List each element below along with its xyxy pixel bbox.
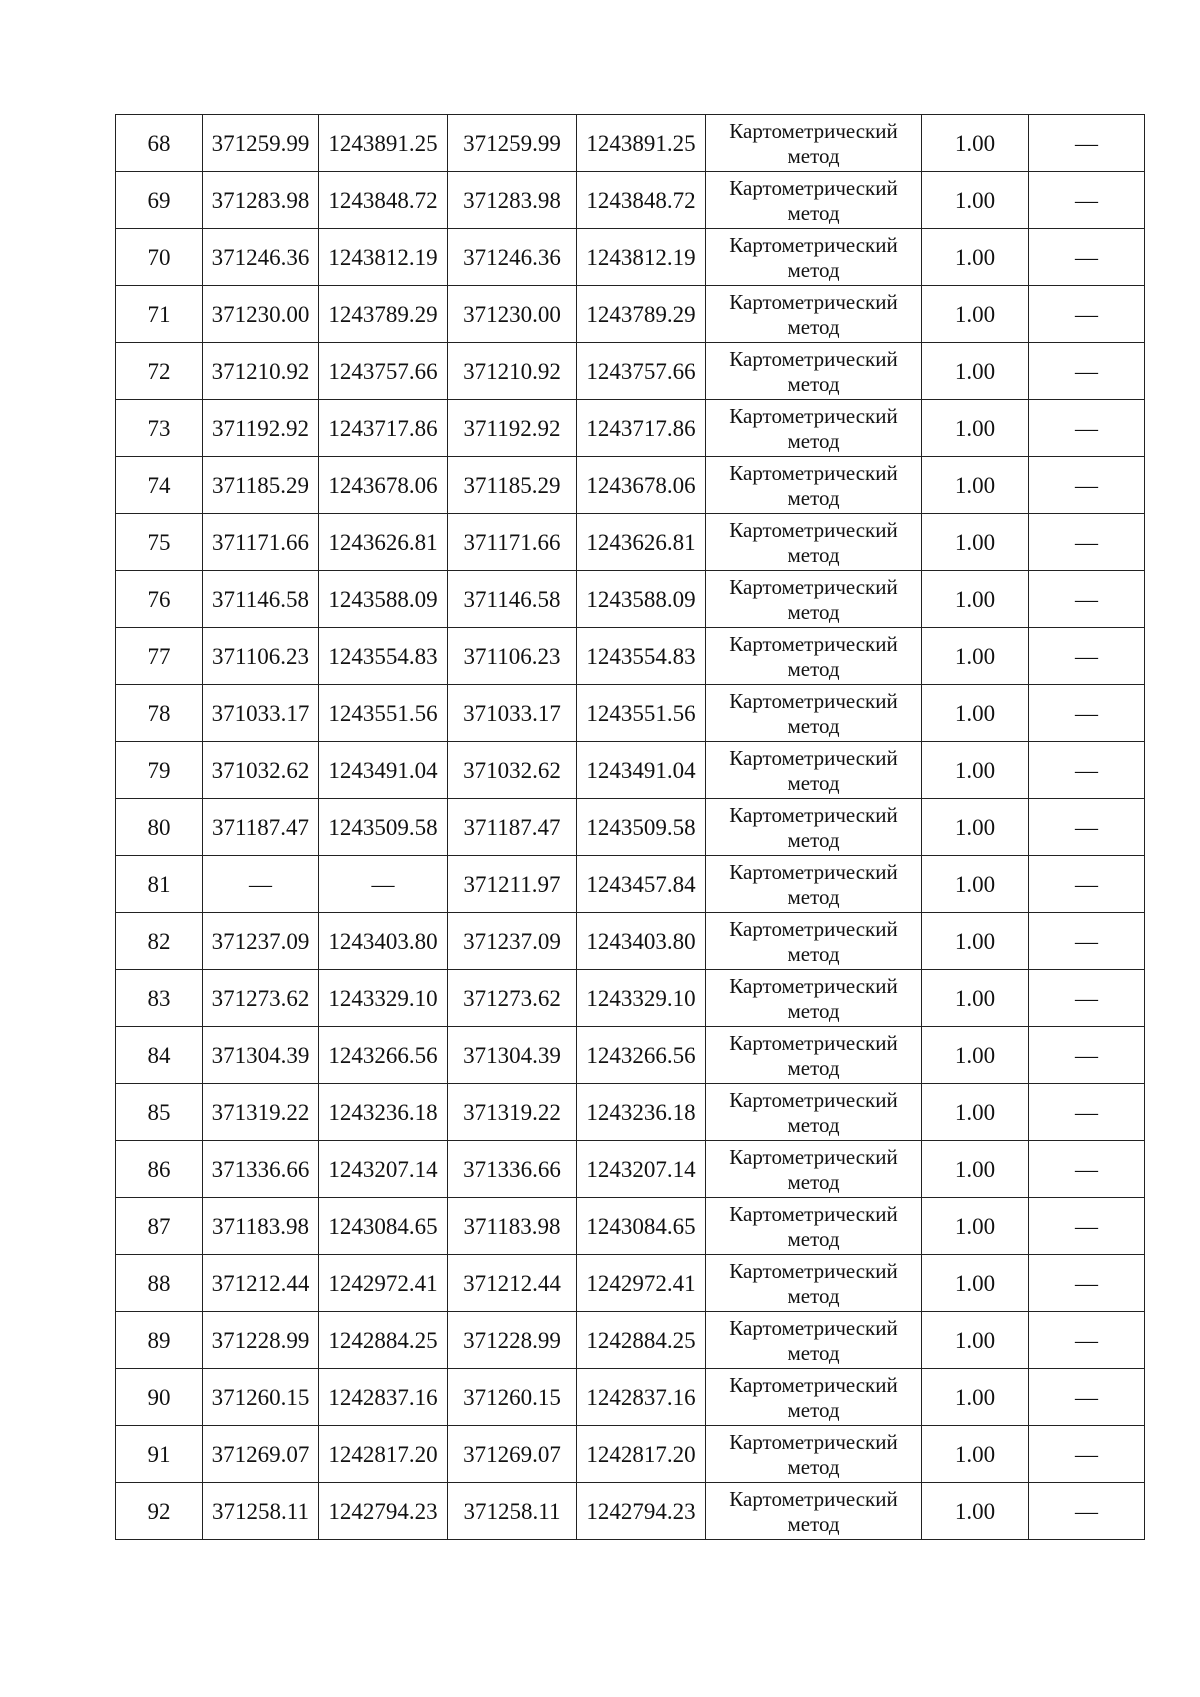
method-text: Картометрический	[729, 974, 898, 999]
table-row	[116, 457, 1145, 514]
method-cell	[706, 514, 922, 571]
x-new-cell: 371237.09	[448, 913, 577, 970]
x-new-cell: 371304.39	[448, 1027, 577, 1084]
method-cell	[706, 913, 922, 970]
method-cell	[706, 1255, 922, 1312]
accuracy-cell: 1.00	[922, 799, 1029, 856]
table-row	[116, 514, 1145, 571]
method-text: Картометрический	[729, 233, 898, 258]
y-old-cell: 1243266.56	[319, 1027, 448, 1084]
method-text: Картометрический	[729, 1316, 898, 1341]
note-cell: —	[1029, 172, 1145, 229]
y-old-cell: 1243236.18	[319, 1084, 448, 1141]
point-number-cell: 89	[116, 1312, 203, 1369]
x-new-cell: 371183.98	[448, 1198, 577, 1255]
method-text: Картометрический	[729, 290, 898, 315]
method-text: Картометрический	[729, 176, 898, 201]
point-number-cell: 88	[116, 1255, 203, 1312]
note-cell: —	[1029, 343, 1145, 400]
accuracy-cell: 1.00	[922, 400, 1029, 457]
method-text: метод	[787, 315, 840, 339]
y-old-cell: 1242794.23	[319, 1483, 448, 1540]
x-new-cell: 371212.44	[448, 1255, 577, 1312]
y-old-cell: 1243509.58	[319, 799, 448, 856]
method-text: метод	[787, 1227, 840, 1251]
method-text: метод	[787, 999, 840, 1023]
note-cell: —	[1029, 1369, 1145, 1426]
x-new-cell: 371171.66	[448, 514, 577, 571]
method-text: Картометрический	[729, 461, 898, 486]
point-number-cell: 84	[116, 1027, 203, 1084]
note-cell: —	[1029, 1084, 1145, 1141]
accuracy-cell: 1.00	[922, 571, 1029, 628]
x-new-cell: 371246.36	[448, 229, 577, 286]
y-new-cell: 1243236.18	[577, 1084, 706, 1141]
y-new-cell: 1243588.09	[577, 571, 706, 628]
method-text: метод	[787, 429, 840, 453]
method-text: Картометрический	[729, 575, 898, 600]
method-cell	[706, 799, 922, 856]
x-new-cell: 371185.29	[448, 457, 577, 514]
accuracy-cell: 1.00	[922, 1027, 1029, 1084]
point-number-cell: 87	[116, 1198, 203, 1255]
x-old-cell: 371106.23	[203, 628, 319, 685]
x-old-cell: 371260.15	[203, 1369, 319, 1426]
table-row	[116, 400, 1145, 457]
table-row	[116, 970, 1145, 1027]
method-cell	[706, 571, 922, 628]
note-cell: —	[1029, 1312, 1145, 1369]
note-cell: —	[1029, 229, 1145, 286]
method-text: метод	[787, 1341, 840, 1365]
method-cell	[706, 628, 922, 685]
x-new-cell: 371187.47	[448, 799, 577, 856]
method-text: Картометрический	[729, 689, 898, 714]
note-cell: —	[1029, 1141, 1145, 1198]
note-cell: —	[1029, 1027, 1145, 1084]
table-row	[116, 286, 1145, 343]
accuracy-cell: 1.00	[922, 514, 1029, 571]
method-cell	[706, 115, 922, 172]
method-cell	[706, 742, 922, 799]
y-new-cell: 1243491.04	[577, 742, 706, 799]
point-number-cell: 74	[116, 457, 203, 514]
method-cell	[706, 286, 922, 343]
x-old-cell: 371183.98	[203, 1198, 319, 1255]
method-cell	[706, 856, 922, 913]
point-number-cell: 69	[116, 172, 203, 229]
y-old-cell: 1242817.20	[319, 1426, 448, 1483]
x-old-cell: 371319.22	[203, 1084, 319, 1141]
y-new-cell: 1243891.25	[577, 115, 706, 172]
point-number-cell: 71	[116, 286, 203, 343]
method-cell	[706, 1198, 922, 1255]
method-text: Картометрический	[729, 632, 898, 657]
x-old-cell: 371246.36	[203, 229, 319, 286]
method-text: метод	[787, 201, 840, 225]
y-new-cell: 1242972.41	[577, 1255, 706, 1312]
method-cell	[706, 1084, 922, 1141]
y-new-cell: 1243329.10	[577, 970, 706, 1027]
point-number-cell: 77	[116, 628, 203, 685]
accuracy-cell: 1.00	[922, 457, 1029, 514]
point-number-cell: 86	[116, 1141, 203, 1198]
accuracy-cell: 1.00	[922, 1084, 1029, 1141]
table-row	[116, 1483, 1145, 1540]
point-number-cell: 83	[116, 970, 203, 1027]
method-text: метод	[787, 600, 840, 624]
accuracy-cell: 1.00	[922, 742, 1029, 799]
table-row	[116, 1426, 1145, 1483]
method-text: метод	[787, 1398, 840, 1422]
point-number-cell: 78	[116, 685, 203, 742]
method-text: метод	[787, 1284, 840, 1308]
method-text: Картометрический	[729, 860, 898, 885]
method-text: Картометрический	[729, 404, 898, 429]
x-new-cell: 371032.62	[448, 742, 577, 799]
note-cell: —	[1029, 742, 1145, 799]
y-old-cell: 1243848.72	[319, 172, 448, 229]
y-old-cell: 1243757.66	[319, 343, 448, 400]
accuracy-cell: 1.00	[922, 286, 1029, 343]
note-cell: —	[1029, 1483, 1145, 1540]
table-row	[116, 172, 1145, 229]
x-old-cell: 371283.98	[203, 172, 319, 229]
y-old-cell: —	[319, 856, 448, 913]
method-text: метод	[787, 828, 840, 852]
x-new-cell: 371260.15	[448, 1369, 577, 1426]
x-old-cell: 371273.62	[203, 970, 319, 1027]
note-cell: —	[1029, 628, 1145, 685]
method-text: метод	[787, 1113, 840, 1137]
x-old-cell: 371304.39	[203, 1027, 319, 1084]
method-text: метод	[787, 486, 840, 510]
table-row	[116, 856, 1145, 913]
method-text: метод	[787, 543, 840, 567]
table-row	[116, 1141, 1145, 1198]
method-cell	[706, 457, 922, 514]
table-row	[116, 229, 1145, 286]
method-text: метод	[787, 714, 840, 738]
y-old-cell: 1243329.10	[319, 970, 448, 1027]
x-new-cell: 371033.17	[448, 685, 577, 742]
y-new-cell: 1243457.84	[577, 856, 706, 913]
point-number-cell: 76	[116, 571, 203, 628]
method-text: Картометрический	[729, 1088, 898, 1113]
method-cell	[706, 1483, 922, 1540]
y-old-cell: 1243891.25	[319, 115, 448, 172]
x-old-cell: 371185.29	[203, 457, 319, 514]
y-old-cell: 1243678.06	[319, 457, 448, 514]
method-text: метод	[787, 771, 840, 795]
x-new-cell: 371269.07	[448, 1426, 577, 1483]
table-row	[116, 1027, 1145, 1084]
x-old-cell: —	[203, 856, 319, 913]
method-text: метод	[787, 657, 840, 681]
method-text: Картометрический	[729, 1487, 898, 1512]
y-old-cell: 1243403.80	[319, 913, 448, 970]
y-old-cell: 1243084.65	[319, 1198, 448, 1255]
method-text: Картометрический	[729, 347, 898, 372]
point-number-cell: 82	[116, 913, 203, 970]
method-cell	[706, 343, 922, 400]
x-old-cell: 371033.17	[203, 685, 319, 742]
method-text: Картометрический	[729, 1259, 898, 1284]
x-old-cell: 371230.00	[203, 286, 319, 343]
method-cell	[706, 685, 922, 742]
y-old-cell: 1243812.19	[319, 229, 448, 286]
table-row	[116, 1198, 1145, 1255]
y-new-cell: 1242817.20	[577, 1426, 706, 1483]
point-number-cell: 68	[116, 115, 203, 172]
x-old-cell: 371146.58	[203, 571, 319, 628]
method-cell	[706, 172, 922, 229]
y-new-cell: 1243812.19	[577, 229, 706, 286]
note-cell: —	[1029, 457, 1145, 514]
accuracy-cell: 1.00	[922, 970, 1029, 1027]
note-cell: —	[1029, 913, 1145, 970]
x-old-cell: 371187.47	[203, 799, 319, 856]
x-new-cell: 371192.92	[448, 400, 577, 457]
table-row	[116, 799, 1145, 856]
y-new-cell: 1243509.58	[577, 799, 706, 856]
x-new-cell: 371146.58	[448, 571, 577, 628]
method-text: Картометрический	[729, 1031, 898, 1056]
point-number-cell: 79	[116, 742, 203, 799]
accuracy-cell: 1.00	[922, 1312, 1029, 1369]
method-text: Картометрический	[729, 746, 898, 771]
note-cell: —	[1029, 400, 1145, 457]
note-cell: —	[1029, 856, 1145, 913]
x-old-cell: 371171.66	[203, 514, 319, 571]
x-old-cell: 371269.07	[203, 1426, 319, 1483]
y-old-cell: 1242884.25	[319, 1312, 448, 1369]
y-new-cell: 1243717.86	[577, 400, 706, 457]
x-new-cell: 371228.99	[448, 1312, 577, 1369]
method-text: метод	[787, 1056, 840, 1080]
x-new-cell: 371259.99	[448, 115, 577, 172]
y-new-cell: 1243084.65	[577, 1198, 706, 1255]
note-cell: —	[1029, 1426, 1145, 1483]
x-old-cell: 371258.11	[203, 1483, 319, 1540]
table-row	[116, 742, 1145, 799]
y-new-cell: 1242794.23	[577, 1483, 706, 1540]
x-new-cell: 371230.00	[448, 286, 577, 343]
x-new-cell: 371210.92	[448, 343, 577, 400]
table-row	[116, 1084, 1145, 1141]
method-cell	[706, 400, 922, 457]
method-text: Картометрический	[729, 1145, 898, 1170]
x-new-cell: 371336.66	[448, 1141, 577, 1198]
method-cell	[706, 1027, 922, 1084]
accuracy-cell: 1.00	[922, 685, 1029, 742]
note-cell: —	[1029, 115, 1145, 172]
method-text: Картометрический	[729, 917, 898, 942]
y-old-cell: 1243717.86	[319, 400, 448, 457]
method-cell	[706, 1426, 922, 1483]
x-new-cell: 371106.23	[448, 628, 577, 685]
y-new-cell: 1243626.81	[577, 514, 706, 571]
accuracy-cell: 1.00	[922, 913, 1029, 970]
y-new-cell: 1243789.29	[577, 286, 706, 343]
method-text: метод	[787, 942, 840, 966]
y-new-cell: 1243678.06	[577, 457, 706, 514]
table-row	[116, 685, 1145, 742]
x-old-cell: 371228.99	[203, 1312, 319, 1369]
note-cell: —	[1029, 514, 1145, 571]
accuracy-cell: 1.00	[922, 856, 1029, 913]
table-body	[116, 115, 1145, 1540]
y-old-cell: 1243554.83	[319, 628, 448, 685]
method-text: метод	[787, 1170, 840, 1194]
method-cell	[706, 229, 922, 286]
x-new-cell: 371283.98	[448, 172, 577, 229]
y-new-cell: 1243403.80	[577, 913, 706, 970]
y-new-cell: 1243207.14	[577, 1141, 706, 1198]
x-new-cell: 371319.22	[448, 1084, 577, 1141]
note-cell: —	[1029, 286, 1145, 343]
y-old-cell: 1243207.14	[319, 1141, 448, 1198]
note-cell: —	[1029, 1198, 1145, 1255]
method-text: Картометрический	[729, 803, 898, 828]
point-number-cell: 80	[116, 799, 203, 856]
accuracy-cell: 1.00	[922, 1198, 1029, 1255]
x-new-cell: 371211.97	[448, 856, 577, 913]
x-new-cell: 371273.62	[448, 970, 577, 1027]
y-new-cell: 1242837.16	[577, 1369, 706, 1426]
method-cell	[706, 970, 922, 1027]
method-text: Картометрический	[729, 1430, 898, 1455]
y-old-cell: 1243491.04	[319, 742, 448, 799]
table-row	[116, 1255, 1145, 1312]
x-old-cell: 371212.44	[203, 1255, 319, 1312]
y-old-cell: 1243588.09	[319, 571, 448, 628]
point-number-cell: 72	[116, 343, 203, 400]
table-row	[116, 1369, 1145, 1426]
method-text: метод	[787, 258, 840, 282]
y-old-cell: 1243551.56	[319, 685, 448, 742]
method-text: метод	[787, 1455, 840, 1479]
table-row	[116, 343, 1145, 400]
method-text: Картометрический	[729, 1373, 898, 1398]
x-old-cell: 371259.99	[203, 115, 319, 172]
accuracy-cell: 1.00	[922, 1255, 1029, 1312]
method-cell	[706, 1312, 922, 1369]
method-text: метод	[787, 1512, 840, 1536]
y-new-cell: 1243554.83	[577, 628, 706, 685]
y-new-cell: 1243551.56	[577, 685, 706, 742]
table-row	[116, 1312, 1145, 1369]
accuracy-cell: 1.00	[922, 1369, 1029, 1426]
accuracy-cell: 1.00	[922, 172, 1029, 229]
accuracy-cell: 1.00	[922, 1426, 1029, 1483]
table-row	[116, 571, 1145, 628]
method-text: метод	[787, 372, 840, 396]
table-row	[116, 628, 1145, 685]
note-cell: —	[1029, 685, 1145, 742]
method-cell	[706, 1141, 922, 1198]
note-cell: —	[1029, 970, 1145, 1027]
method-text: Картометрический	[729, 1202, 898, 1227]
accuracy-cell: 1.00	[922, 115, 1029, 172]
table-row	[116, 913, 1145, 970]
point-number-cell: 92	[116, 1483, 203, 1540]
note-cell: —	[1029, 571, 1145, 628]
point-number-cell: 85	[116, 1084, 203, 1141]
point-number-cell: 70	[116, 229, 203, 286]
y-old-cell: 1243626.81	[319, 514, 448, 571]
method-text: метод	[787, 144, 840, 168]
method-text: Картометрический	[729, 119, 898, 144]
method-cell	[706, 1369, 922, 1426]
note-cell: —	[1029, 799, 1145, 856]
y-old-cell: 1242972.41	[319, 1255, 448, 1312]
table-row	[116, 115, 1145, 172]
y-new-cell: 1242884.25	[577, 1312, 706, 1369]
x-old-cell: 371237.09	[203, 913, 319, 970]
note-cell: —	[1029, 1255, 1145, 1312]
accuracy-cell: 1.00	[922, 1483, 1029, 1540]
point-number-cell: 73	[116, 400, 203, 457]
point-number-cell: 75	[116, 514, 203, 571]
y-old-cell: 1243789.29	[319, 286, 448, 343]
point-number-cell: 90	[116, 1369, 203, 1426]
x-old-cell: 371210.92	[203, 343, 319, 400]
y-new-cell: 1243757.66	[577, 343, 706, 400]
point-number-cell: 81	[116, 856, 203, 913]
y-old-cell: 1242837.16	[319, 1369, 448, 1426]
method-text: Картометрический	[729, 518, 898, 543]
accuracy-cell: 1.00	[922, 1141, 1029, 1198]
x-old-cell: 371192.92	[203, 400, 319, 457]
point-number-cell: 91	[116, 1426, 203, 1483]
y-new-cell: 1243848.72	[577, 172, 706, 229]
x-old-cell: 371032.62	[203, 742, 319, 799]
x-old-cell: 371336.66	[203, 1141, 319, 1198]
method-text: метод	[787, 885, 840, 909]
coordinates-table	[115, 114, 1145, 1540]
accuracy-cell: 1.00	[922, 343, 1029, 400]
accuracy-cell: 1.00	[922, 628, 1029, 685]
y-new-cell: 1243266.56	[577, 1027, 706, 1084]
x-new-cell: 371258.11	[448, 1483, 577, 1540]
accuracy-cell: 1.00	[922, 229, 1029, 286]
